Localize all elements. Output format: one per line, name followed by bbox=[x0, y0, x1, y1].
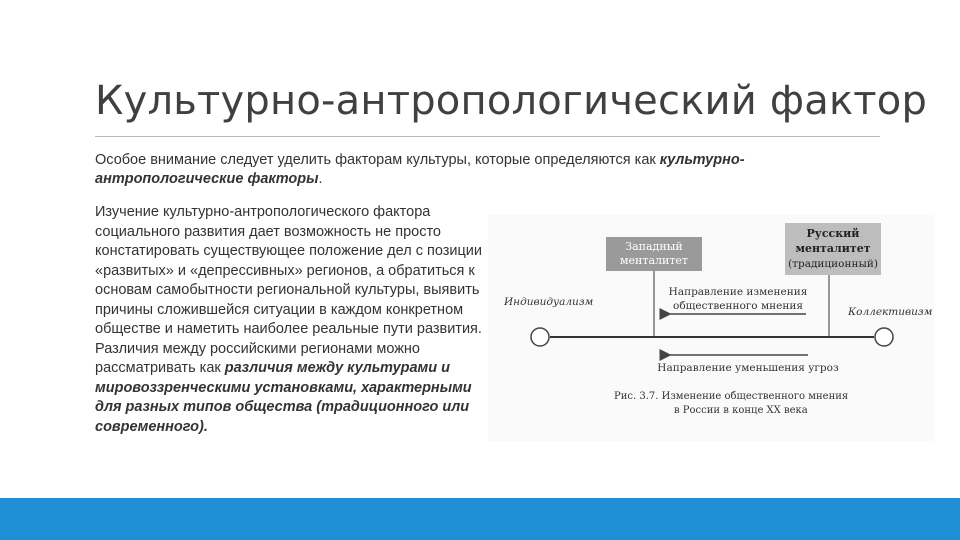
body-paragraph bbox=[95, 203, 490, 437]
right-pole-circle bbox=[875, 328, 893, 346]
footer-accent-bar bbox=[0, 498, 960, 540]
left-pole-circle bbox=[531, 328, 549, 346]
right-pole-label: Коллективизм bbox=[848, 306, 933, 318]
caption-line-2: в России в конце XX века bbox=[674, 405, 808, 416]
arrow2-label: Направление уменьшения угроз bbox=[657, 362, 839, 374]
russian-label-1: Русский bbox=[806, 227, 860, 240]
intro-end: . bbox=[318, 171, 323, 187]
left-pole-label: Индивидуализм bbox=[504, 296, 594, 308]
figure-diagram bbox=[488, 215, 934, 441]
intro-text: Особое внимание следует уделить факторам культуры, которые определяются как bbox=[95, 152, 660, 168]
intro-paragraph bbox=[95, 151, 885, 189]
western-label-1: Западный bbox=[625, 240, 683, 253]
diagram-svg bbox=[488, 215, 934, 441]
arrow1-label-1: Направление изменения bbox=[668, 286, 808, 298]
russian-label-2: менталитет bbox=[795, 242, 871, 255]
arrow1-label-2: общественного мнения bbox=[673, 300, 803, 312]
intro-emphasis: культурно-антропологические факторы bbox=[95, 152, 745, 187]
russian-label-3: (традиционный) bbox=[788, 258, 878, 270]
body-text: Изучение культурно-антропологического фактора социального развития дает возможность не просто констатировать существующее положение дел с позиции «развитых» и «депрессивных» регионов, а обратиться к основам самобытности региональной культуры, выявить причины сложившейся ситуации в каждом конкретном обществе и наметить наиболее реальные пути развития. Различия между российскими регионами можно рассматривать как bbox=[95, 204, 482, 376]
slide-title: Культурно-антропологический фактор bbox=[95, 78, 928, 124]
body-emphasis: различия между культурами и мировоззренческими установками, характерными для разных типов общества (традиционного или современного). bbox=[95, 360, 472, 435]
western-label-2: менталитет bbox=[619, 254, 689, 267]
title-divider bbox=[95, 136, 880, 137]
caption-line-1: Рис. 3.7. Изменение общественного мнения bbox=[614, 391, 849, 402]
